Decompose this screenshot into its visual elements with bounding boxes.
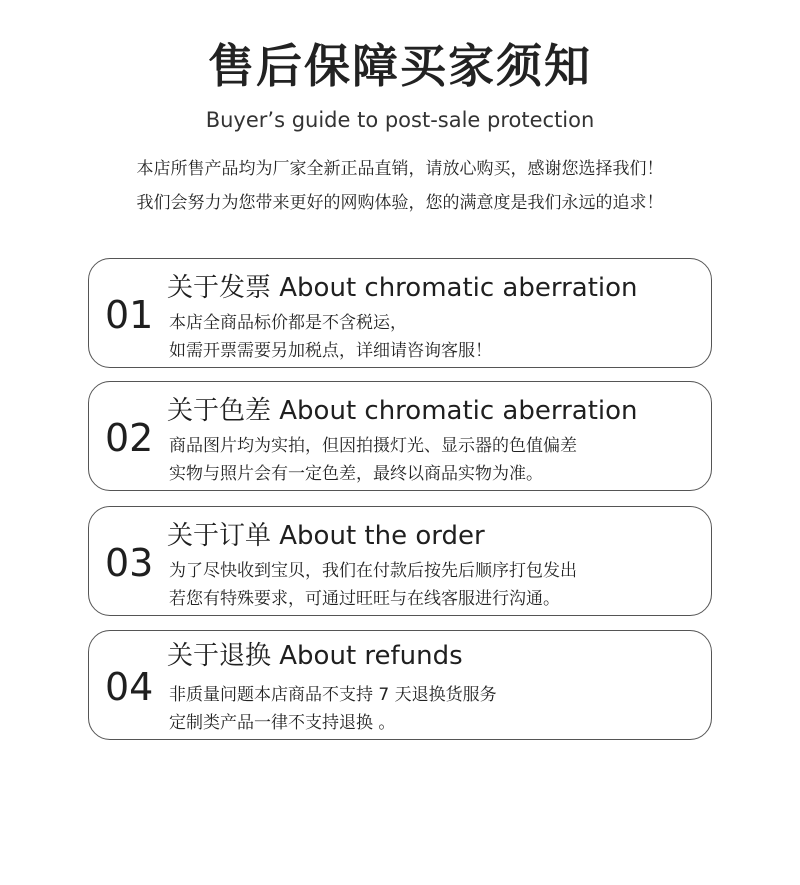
section-text-line-2: 若您有特殊要求，可通过旺旺与在线客服进行沟通。 bbox=[169, 589, 560, 609]
section-number: 02 bbox=[105, 416, 154, 460]
section-number: 04 bbox=[105, 665, 154, 709]
section-card-refunds bbox=[88, 630, 712, 740]
page-title: 售后保障买家须知 bbox=[208, 39, 592, 93]
section-text-line-1: 本店全商品标价都是不含税运， bbox=[169, 313, 407, 333]
section-card-order bbox=[88, 506, 712, 616]
section-number: 03 bbox=[105, 541, 154, 585]
section-card-color-difference bbox=[88, 381, 712, 491]
section-heading: 关于色差 About chromatic aberration bbox=[167, 396, 638, 426]
section-heading: 关于退换 About refunds bbox=[167, 641, 463, 671]
page-subtitle: Buyer’s guide to post-sale protection bbox=[205, 108, 595, 132]
intro-text bbox=[0, 152, 800, 220]
section-heading: 关于订单 About the order bbox=[167, 521, 485, 551]
intro-line-2: 我们会努力为您带来更好的网购体验，您的满意度是我们永远的追求！ bbox=[136, 193, 664, 213]
section-text-line-2: 定制类产品一律不支持退换 。 bbox=[169, 713, 396, 733]
section-text-line-2: 如需开票需要另加税点，详细请咨询客服！ bbox=[169, 341, 492, 361]
section-text-line-1: 为了尽快收到宝贝，我们在付款后按先后顺序打包发出 bbox=[169, 561, 577, 581]
intro-line-1: 本店所售产品均为厂家全新正品直销，请放心购买，感谢您选择我们！ bbox=[136, 159, 664, 179]
section-number: 01 bbox=[105, 293, 154, 337]
section-text-line-1: 商品图片均为实拍，但因拍摄灯光、显示器的色值偏差 bbox=[169, 436, 577, 456]
section-text-line-2: 实物与照片会有一定色差，最终以商品实物为准。 bbox=[169, 464, 543, 484]
section-text-line-1: 非质量问题本店商品不支持 7 天退换货服务 bbox=[169, 685, 497, 705]
section-heading: 关于发票 About chromatic aberration bbox=[167, 273, 638, 303]
section-card-invoice bbox=[88, 258, 712, 368]
